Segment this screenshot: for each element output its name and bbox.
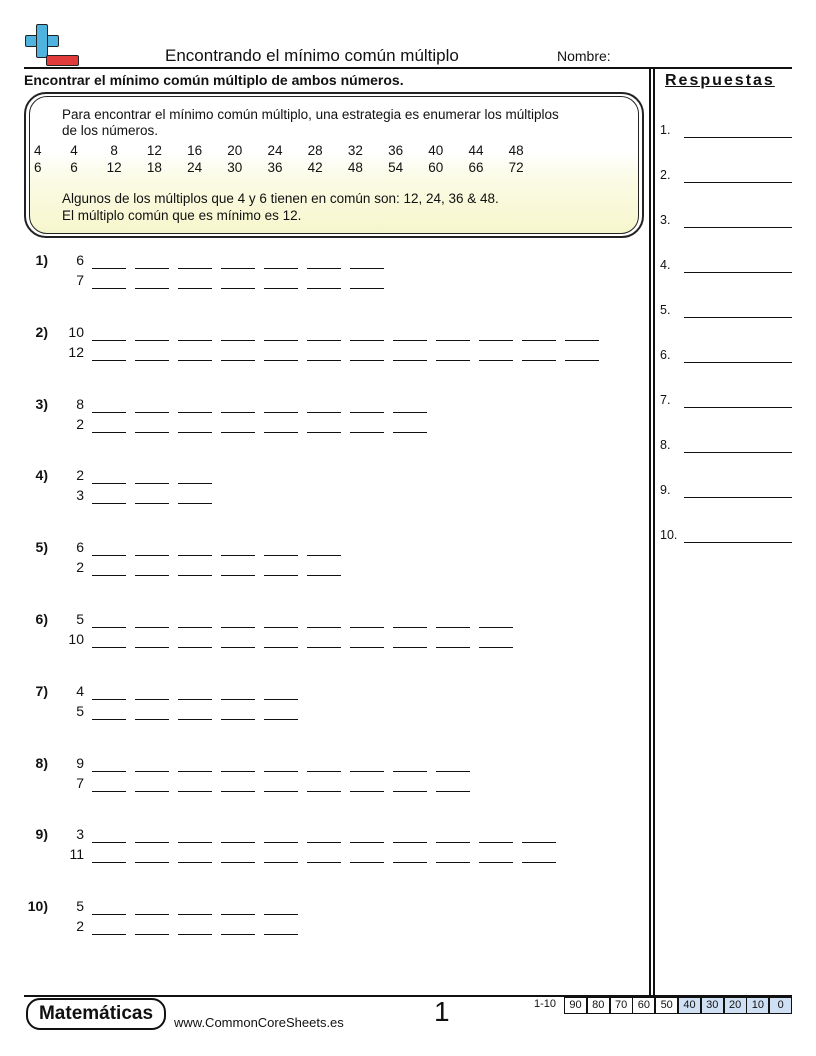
multiple-blank[interactable] (221, 288, 255, 289)
score-cell: 30 (701, 997, 724, 1014)
multiple-blank[interactable] (92, 288, 126, 289)
multiple-value: 72 (508, 160, 524, 175)
example-intro-1: Para encontrar el mínimo común múltiplo, una estrategia es enumerar los múltiplos (62, 107, 559, 122)
multiple-blank[interactable] (221, 699, 255, 700)
multiple-blank[interactable] (178, 862, 212, 863)
multiple-blank[interactable] (92, 503, 126, 504)
multiple-blank[interactable] (92, 483, 126, 484)
multiple-value: 32 (347, 143, 363, 158)
problem-number-b: 10 (68, 631, 84, 647)
multiple-blank[interactable] (565, 360, 599, 361)
answer-divider (649, 68, 651, 996)
answers-title: Respuestas (665, 72, 775, 89)
multiple-blank[interactable] (350, 432, 384, 433)
answer-blank[interactable] (684, 317, 792, 318)
multiple-blank[interactable] (264, 862, 298, 863)
multiple-blank[interactable] (92, 627, 126, 628)
multiple-blank[interactable] (221, 842, 255, 843)
problem-number-b: 3 (76, 487, 84, 504)
answer-label: 2. (660, 168, 671, 182)
multiple-blank[interactable] (479, 647, 513, 648)
problem-number-a: 10 (68, 323, 84, 340)
multiple-blank[interactable] (307, 647, 341, 648)
name-label: Nombre: (557, 48, 611, 64)
multiple-blank[interactable] (307, 862, 341, 863)
multiple-blank[interactable] (350, 771, 384, 772)
score-cell: 60 (632, 997, 655, 1014)
multiple-blank[interactable] (479, 862, 513, 863)
brand-logo: Matemáticas (26, 998, 166, 1030)
multiple-value: 40 (428, 143, 444, 158)
multiple-blank[interactable] (436, 771, 470, 772)
answer-label: 4. (660, 258, 671, 272)
multiple-value: 30 (227, 160, 243, 175)
multiple-blank[interactable] (307, 627, 341, 628)
multiple-blank[interactable] (393, 842, 427, 843)
answer-blank[interactable] (684, 407, 792, 408)
answer-label: 8. (660, 438, 671, 452)
multiple-blank[interactable] (135, 862, 169, 863)
multiple-blank[interactable] (307, 340, 341, 341)
multiple-blank[interactable] (264, 555, 298, 556)
multiple-blank[interactable] (264, 934, 298, 935)
multiple-blank[interactable] (264, 575, 298, 576)
problem-number-a: 4 (76, 682, 84, 699)
multiple-value: 24 (187, 160, 203, 175)
multiple-blank[interactable] (135, 647, 169, 648)
multiple-blank[interactable] (264, 647, 298, 648)
multiple-blank[interactable] (178, 842, 212, 843)
multiple-value: 36 (388, 143, 404, 158)
multiple-value: 18 (146, 160, 162, 175)
multiple-blank[interactable] (350, 791, 384, 792)
multiple-blank[interactable] (436, 862, 470, 863)
multiple-blank[interactable] (350, 268, 384, 269)
multiple-blank[interactable] (393, 432, 427, 433)
multiple-blank[interactable] (264, 771, 298, 772)
example-intro-2: de los números. (62, 123, 159, 138)
multiple-blank[interactable] (264, 699, 298, 700)
score-cell: 0 (769, 997, 792, 1014)
multiple-blank[interactable] (393, 647, 427, 648)
example-conclusion-1: Algunos de los múltiplos que 4 y 6 tienen en común son: 12, 24, 36 & 48. (62, 191, 499, 206)
answer-label: 10. (660, 528, 678, 542)
answer-label: 1. (660, 123, 671, 137)
multiple-blank[interactable] (221, 575, 255, 576)
answer-label: 7. (660, 393, 671, 407)
multiple-blank[interactable] (264, 791, 298, 792)
answer-label: 9. (660, 483, 671, 497)
multiple-blank[interactable] (565, 340, 599, 341)
problem-number-b: 11 (69, 846, 84, 863)
multiples-row-lead: 6 (34, 160, 42, 175)
problem-number-b: 5 (76, 702, 84, 719)
answer-blank[interactable] (684, 452, 792, 453)
multiple-blank[interactable] (92, 934, 126, 935)
multiple-blank[interactable] (135, 699, 169, 700)
multiple-blank[interactable] (350, 360, 384, 361)
multiple-blank[interactable] (264, 627, 298, 628)
multiple-value: 54 (388, 160, 404, 175)
multiple-blank[interactable] (221, 555, 255, 556)
multiple-blank[interactable] (522, 360, 556, 361)
multiple-blank[interactable] (307, 288, 341, 289)
multiple-blank[interactable] (135, 432, 169, 433)
header-rule (24, 67, 792, 69)
answer-blank[interactable] (684, 137, 792, 138)
multiple-value: 66 (468, 160, 484, 175)
multiple-blank[interactable] (178, 555, 212, 556)
multiple-blank[interactable] (350, 842, 384, 843)
problem-number-a: 8 (76, 395, 84, 412)
problem-label: 3) (35, 395, 48, 412)
multiple-blank[interactable] (92, 268, 126, 269)
multiple-blank[interactable] (92, 699, 126, 700)
multiple-blank[interactable] (393, 340, 427, 341)
multiple-blank[interactable] (264, 268, 298, 269)
multiple-blank[interactable] (307, 268, 341, 269)
multiple-blank[interactable] (92, 719, 126, 720)
answer-divider-2 (653, 68, 655, 996)
multiple-blank[interactable] (307, 360, 341, 361)
multiple-blank[interactable] (307, 575, 341, 576)
score-cell: 80 (587, 997, 610, 1014)
multiple-blank[interactable] (221, 914, 255, 915)
multiple-blank[interactable] (92, 647, 126, 648)
multiple-blank[interactable] (436, 360, 470, 361)
multiple-blank[interactable] (393, 412, 427, 413)
multiple-blank[interactable] (307, 791, 341, 792)
multiple-value: 4 (70, 143, 78, 158)
page-number: 1 (434, 996, 450, 1027)
multiple-blank[interactable] (436, 647, 470, 648)
multiple-blank[interactable] (522, 340, 556, 341)
multiple-blank[interactable] (221, 360, 255, 361)
answer-label: 5. (660, 303, 671, 317)
multiple-blank[interactable] (264, 719, 298, 720)
multiple-blank[interactable] (221, 771, 255, 772)
multiple-value: 8 (110, 143, 118, 158)
multiple-blank[interactable] (135, 719, 169, 720)
multiple-blank[interactable] (307, 412, 341, 413)
problem-label: 4) (35, 467, 48, 484)
problem-number-a: 6 (76, 539, 84, 556)
score-cell: 70 (610, 997, 633, 1014)
multiple-blank[interactable] (135, 268, 169, 269)
instructions: Encontrar el mínimo común múltiplo de ambos números. (24, 72, 404, 88)
multiple-blank[interactable] (264, 340, 298, 341)
answer-blank[interactable] (684, 497, 792, 498)
problem-number-b: 12 (68, 343, 84, 360)
problem-number-a: 2 (76, 467, 84, 484)
multiple-blank[interactable] (92, 360, 126, 361)
problem-number-a: 5 (76, 898, 84, 915)
page-title: Encontrando el mínimo común múltiplo (165, 46, 459, 65)
problem-label: 8) (35, 754, 48, 771)
multiple-blank[interactable] (221, 627, 255, 628)
multiple-blank[interactable] (135, 575, 169, 576)
multiple-blank[interactable] (307, 842, 341, 843)
problem-label: 6) (35, 611, 48, 627)
multiple-blank[interactable] (479, 340, 513, 341)
multiple-value: 20 (227, 143, 243, 158)
problem-label: 9) (35, 826, 48, 843)
answer-label: 6. (660, 348, 671, 362)
multiples-row-a (0, 143, 640, 160)
multiple-value: 16 (187, 143, 203, 158)
multiple-blank[interactable] (135, 771, 169, 772)
multiple-blank[interactable] (178, 771, 212, 772)
multiple-blank[interactable] (178, 432, 212, 433)
problem-label: 2) (35, 323, 48, 340)
multiple-blank[interactable] (436, 340, 470, 341)
problem-number-a: 5 (76, 611, 84, 627)
problem-number-a: 6 (76, 252, 84, 268)
score-cell: 90 (564, 997, 587, 1014)
multiple-value: 24 (267, 143, 283, 158)
problem-number-b: 2 (76, 415, 84, 432)
multiple-blank[interactable] (307, 555, 341, 556)
answer-blank[interactable] (684, 362, 792, 363)
multiple-blank[interactable] (178, 503, 212, 504)
multiple-blank[interactable] (221, 934, 255, 935)
multiple-blank[interactable] (264, 432, 298, 433)
multiple-blank[interactable] (178, 483, 212, 484)
multiple-blank[interactable] (178, 412, 212, 413)
multiple-value: 28 (307, 143, 323, 158)
score-range-label: 1-10 (534, 998, 557, 1010)
multiples-row-lead: 4 (34, 143, 42, 158)
multiple-blank[interactable] (178, 340, 212, 341)
multiple-blank[interactable] (221, 432, 255, 433)
problem-number-b: 2 (76, 918, 84, 935)
multiple-blank[interactable] (92, 432, 126, 433)
answer-blank[interactable] (684, 542, 792, 543)
problem-number-b: 7 (76, 272, 84, 288)
multiple-value: 36 (267, 160, 283, 175)
problem-number-b: 2 (76, 559, 84, 576)
multiple-blank[interactable] (436, 627, 470, 628)
multiple-blank[interactable] (264, 412, 298, 413)
multiple-blank[interactable] (135, 503, 169, 504)
multiple-blank[interactable] (436, 842, 470, 843)
multiple-blank[interactable] (92, 555, 126, 556)
problem-label: 7) (35, 682, 48, 699)
multiple-blank[interactable] (264, 914, 298, 915)
problem-label: 1) (35, 252, 48, 268)
multiple-blank[interactable] (135, 412, 169, 413)
multiple-blank[interactable] (221, 647, 255, 648)
multiple-blank[interactable] (178, 268, 212, 269)
multiple-blank[interactable] (479, 360, 513, 361)
multiple-blank[interactable] (221, 719, 255, 720)
multiple-value: 12 (146, 143, 162, 158)
multiple-blank[interactable] (350, 647, 384, 648)
multiple-blank[interactable] (393, 360, 427, 361)
answer-blank[interactable] (684, 227, 792, 228)
multiple-value: 42 (307, 160, 323, 175)
multiple-blank[interactable] (221, 862, 255, 863)
multiple-value: 60 (428, 160, 444, 175)
multiple-blank[interactable] (92, 862, 126, 863)
multiple-blank[interactable] (393, 862, 427, 863)
multiple-blank[interactable] (178, 575, 212, 576)
multiple-blank[interactable] (221, 412, 255, 413)
multiple-blank[interactable] (135, 791, 169, 792)
score-cell: 40 (678, 997, 701, 1014)
multiple-blank[interactable] (92, 412, 126, 413)
score-cell: 10 (746, 997, 769, 1014)
multiple-blank[interactable] (264, 288, 298, 289)
multiple-blank[interactable] (178, 360, 212, 361)
multiple-value: 48 (508, 143, 524, 158)
multiple-blank[interactable] (178, 914, 212, 915)
multiple-blank[interactable] (522, 842, 556, 843)
multiple-blank[interactable] (135, 914, 169, 915)
multiple-blank[interactable] (479, 842, 513, 843)
multiple-blank[interactable] (221, 268, 255, 269)
multiple-blank[interactable] (135, 627, 169, 628)
multiple-blank[interactable] (393, 791, 427, 792)
multiple-value: 44 (468, 143, 484, 158)
multiple-blank[interactable] (350, 412, 384, 413)
multiple-blank[interactable] (92, 575, 126, 576)
multiple-blank[interactable] (178, 288, 212, 289)
footer-url: www.CommonCoreSheets.es (174, 1015, 344, 1030)
multiple-blank[interactable] (178, 719, 212, 720)
answer-blank[interactable] (684, 182, 792, 183)
multiples-row-b (0, 160, 640, 177)
score-cell: 50 (655, 997, 678, 1014)
example-conclusion-2: El múltiplo común que es mínimo es 12. (62, 208, 302, 223)
multiple-blank[interactable] (92, 914, 126, 915)
multiple-blank[interactable] (350, 862, 384, 863)
multiple-blank[interactable] (264, 360, 298, 361)
problem-number-b: 7 (76, 774, 84, 791)
multiple-blank[interactable] (135, 842, 169, 843)
multiple-blank[interactable] (135, 340, 169, 341)
answer-label: 3. (660, 213, 671, 227)
multiple-blank[interactable] (479, 627, 513, 628)
multiple-blank[interactable] (221, 791, 255, 792)
multiple-blank[interactable] (350, 288, 384, 289)
multiple-blank[interactable] (135, 483, 169, 484)
multiple-blank[interactable] (178, 699, 212, 700)
multiple-blank[interactable] (307, 432, 341, 433)
answer-blank[interactable] (684, 272, 792, 273)
multiple-blank[interactable] (135, 288, 169, 289)
problem-number-a: 9 (76, 754, 84, 771)
multiple-blank[interactable] (178, 934, 212, 935)
multiple-blank[interactable] (393, 771, 427, 772)
multiple-blank[interactable] (92, 842, 126, 843)
multiple-blank[interactable] (522, 862, 556, 863)
multiple-blank[interactable] (307, 771, 341, 772)
score-cell: 20 (724, 997, 747, 1014)
multiple-value: 6 (70, 160, 78, 175)
problem-label: 5) (35, 539, 48, 556)
multiple-blank[interactable] (350, 627, 384, 628)
multiple-blank[interactable] (221, 340, 255, 341)
multiple-blank[interactable] (92, 771, 126, 772)
multiple-blank[interactable] (178, 791, 212, 792)
multiple-blank[interactable] (135, 934, 169, 935)
multiple-blank[interactable] (393, 627, 427, 628)
multiple-blank[interactable] (135, 555, 169, 556)
multiple-blank[interactable] (178, 627, 212, 628)
multiple-blank[interactable] (264, 842, 298, 843)
multiple-value: 12 (106, 160, 122, 175)
multiple-blank[interactable] (436, 791, 470, 792)
multiple-blank[interactable] (92, 791, 126, 792)
multiple-blank[interactable] (135, 360, 169, 361)
multiple-blank[interactable] (92, 340, 126, 341)
multiple-blank[interactable] (178, 647, 212, 648)
problem-label: 10) (27, 898, 48, 915)
problem-number-a: 3 (76, 826, 84, 843)
multiple-blank[interactable] (350, 340, 384, 341)
multiple-value: 48 (347, 160, 363, 175)
